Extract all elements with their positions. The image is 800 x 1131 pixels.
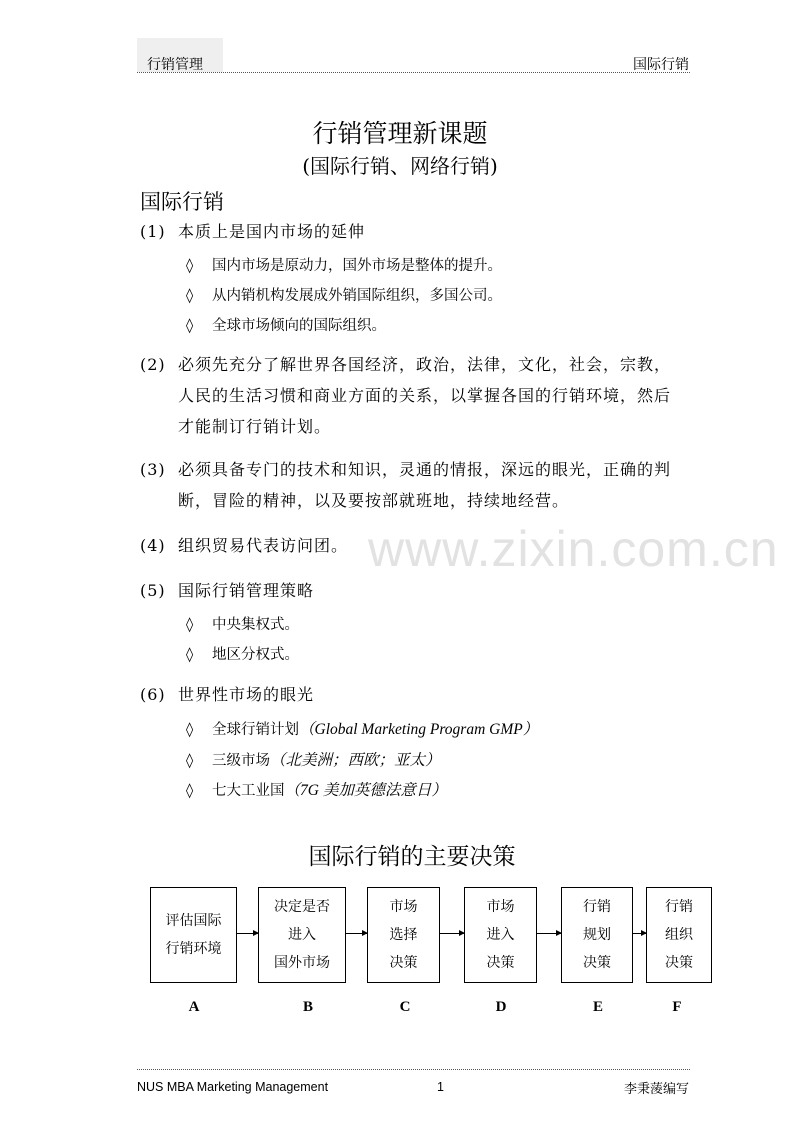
- box-line: 行销环境: [165, 941, 222, 957]
- bullet-text: 三级市场: [212, 753, 270, 769]
- diagram-box-c: [367, 887, 440, 983]
- bullet-text: 全球行销计划: [212, 722, 299, 738]
- page-subtitle: (国际行销、网络行销): [302, 154, 498, 178]
- item-number: (1): [140, 222, 166, 241]
- bullet-italic-text: （7G 美加英德法意日）: [284, 782, 447, 799]
- bullet-item: [186, 613, 299, 634]
- box-line: 决策: [583, 955, 611, 971]
- diagram-title: 国际行销的主要决策: [308, 844, 516, 870]
- bullet-text: 从内销机构发展成外销国际组织，多国公司。: [212, 288, 502, 304]
- box-line: 国外市场: [274, 955, 330, 971]
- section-heading: 国际行销: [140, 190, 224, 214]
- item-text: 必须具备专门的技术和知识，灵通的情报，深远的眼光，正确的判断，冒险的精神，以及要按部就班地，持续地经营。: [178, 460, 672, 510]
- diamond-bullet-icon: ◊: [186, 722, 194, 738]
- bullet-item: [186, 284, 502, 305]
- box-line: 组织: [665, 927, 693, 943]
- item-text: 组织贸易代表访问团。: [178, 536, 349, 555]
- box-line: 进入: [486, 927, 515, 943]
- page-number: 1: [437, 1080, 444, 1094]
- list-item-3: [140, 454, 680, 516]
- list-item-1: [140, 216, 680, 247]
- arrow-right-icon: [346, 933, 367, 934]
- item-text: 世界性市场的眼光: [178, 685, 315, 704]
- diamond-bullet-icon: ◊: [186, 318, 194, 334]
- box-line: 决策: [486, 955, 515, 971]
- box-line: 评估国际: [165, 913, 222, 929]
- box-line: 决策: [389, 955, 418, 971]
- diagram-box-a: [150, 887, 237, 983]
- box-label-c: C: [399, 999, 411, 1015]
- bullet-item: [186, 314, 386, 335]
- item-number: (5): [140, 581, 166, 600]
- diamond-bullet-icon: ◊: [186, 258, 194, 274]
- list-item-6: [140, 679, 680, 710]
- diagram-box-f: [646, 887, 712, 983]
- bullet-text: 全球市场倾向的国际组织。: [212, 318, 386, 334]
- item-text: 必须先充分了解世界各国经济，政治，法律，文化，社会，宗教，人民的生活习惯和商业方面的关系，以掌握各国的行销环境，然后才能制订行销计划。: [178, 355, 672, 436]
- box-line: 进入: [288, 927, 316, 943]
- box-line: 市场: [389, 899, 418, 915]
- box-line: 决定是否: [274, 899, 330, 915]
- bullet-italic-text: （Global Marketing Program GMP）: [299, 721, 539, 738]
- header-right-text: 国际行销: [633, 57, 689, 73]
- bullet-text: 地区分权式。: [212, 647, 299, 663]
- arrow-right-icon: [537, 933, 561, 934]
- bullet-item: [186, 254, 502, 275]
- box-label-a: A: [188, 999, 200, 1015]
- diamond-bullet-icon: ◊: [186, 647, 194, 663]
- bullet-item: [186, 643, 299, 664]
- list-item-5: [140, 575, 680, 606]
- bullet-item: [186, 778, 447, 800]
- page-title: 行销管理新课题: [312, 119, 488, 148]
- footer-divider: [137, 1069, 690, 1070]
- item-number: (4): [140, 536, 166, 555]
- box-line: 决策: [665, 955, 693, 971]
- watermark: www.zixin.com.cn: [368, 521, 779, 577]
- arrow-right-icon: [440, 933, 464, 934]
- bullet-italic-text: （北美洲；西欧；亚太）: [270, 752, 441, 769]
- item-text: 国际行销管理策略: [178, 581, 315, 600]
- item-number: (3): [140, 460, 166, 479]
- box-label-b: B: [302, 999, 313, 1015]
- diamond-bullet-icon: ◊: [186, 753, 194, 769]
- arrow-right-icon: [633, 933, 646, 934]
- box-line: 行销: [583, 899, 611, 915]
- diagram-box-e: [561, 887, 633, 983]
- arrow-right-icon: [237, 933, 258, 934]
- header-left-text: 行销管理: [147, 57, 203, 73]
- bullet-item: [186, 717, 538, 739]
- box-label-e: E: [592, 999, 603, 1015]
- list-item-2: [140, 349, 680, 442]
- box-label-f: F: [672, 999, 682, 1015]
- header-divider: [137, 72, 690, 73]
- diamond-bullet-icon: ◊: [186, 288, 194, 304]
- diagram-box-b: [258, 887, 346, 983]
- bullet-item: [186, 748, 441, 770]
- footer-left-text: NUS MBA Marketing Management: [137, 1080, 329, 1094]
- box-line: 选择: [389, 927, 418, 943]
- bullet-text: 国内市场是原动力，国外市场是整体的提升。: [212, 258, 502, 274]
- diamond-bullet-icon: ◊: [186, 783, 194, 799]
- item-number: (6): [140, 685, 166, 704]
- box-label-d: D: [495, 999, 507, 1015]
- box-line: 行销: [665, 899, 693, 915]
- diagram-box-d: [464, 887, 537, 983]
- item-text: 本质上是国内市场的延伸: [178, 222, 366, 241]
- item-number: (2): [140, 355, 166, 374]
- diamond-bullet-icon: ◊: [186, 617, 194, 633]
- box-line: 市场: [486, 899, 515, 915]
- bullet-text: 七大工业国: [212, 783, 285, 799]
- box-line: 规划: [583, 927, 611, 943]
- bullet-text: 中央集权式。: [212, 617, 299, 633]
- footer-author: 李秉蔆编写: [623, 1082, 689, 1097]
